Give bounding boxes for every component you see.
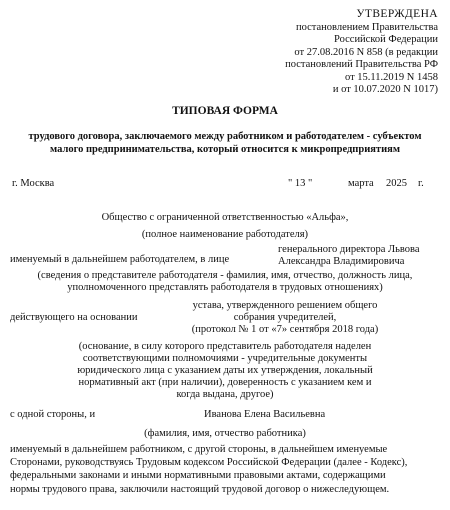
approval-heading: УТВЕРЖДЕНА (356, 8, 438, 20)
basis-value (170, 300, 400, 336)
representative-line: Александра Владимировича (278, 256, 405, 267)
document-subtitle (10, 130, 440, 156)
date-month: марта (348, 178, 374, 189)
caption-line: уполномоченного представлять работодателя в трудовых отношениях) (67, 282, 383, 293)
caption-line: (основание, в силу которого представитель работодателя наделен (78, 341, 372, 352)
employee-name-caption: (фамилия, имя, отчество работника) (144, 428, 306, 439)
approval-line: постановлением Правительства (295, 21, 438, 33)
basis-line: собрания учредителей, (233, 312, 337, 323)
paragraph-line: федеральными законами и иными нормативными правовыми актами, содержащими (10, 470, 386, 482)
paragraph-line: Сторонами, руководствуясь Трудовым кодексом Российской Федерации (далее - Кодекс), (10, 457, 408, 469)
closing-paragraph (10, 443, 407, 496)
subtitle-line: трудового договора, заключаемого между работником и работодателем - субъектом (28, 131, 422, 142)
basis-line: устава, утвержденного решением общего (192, 300, 378, 311)
date-day: " 13 " (288, 178, 313, 189)
document-title: ТИПОВАЯ ФОРМА (172, 105, 278, 117)
representative-value (278, 244, 420, 268)
employee-name: Иванова Елена Васильевна (204, 409, 326, 420)
represented-label: именуемый в дальнейшем работодателем, в лице (10, 254, 230, 265)
approval-line: от 15.11.2019 N 1458 (344, 71, 438, 83)
city-field: г. Москва (12, 178, 55, 189)
approval-line: постановлений Правительства РФ (285, 59, 438, 70)
caption-line: когда выдана, другое) (176, 389, 274, 400)
subtitle-line: малого предпринимательства, который относится к микропредприятиям (50, 144, 400, 155)
approval-line: Российской Федерации (334, 34, 438, 45)
caption-line: (сведения о представителе работодателя - фамилия, имя, отчество, должность лица, (37, 270, 413, 281)
employer-name: Общество с ограниченной ответственностью «Альфа», (101, 212, 349, 223)
basis-caption (10, 341, 440, 401)
employer-name-caption: (полное наименование работодателя) (141, 229, 309, 240)
representative-line: генерального директора Львова (278, 244, 420, 255)
basis-line: (протокол № 1 от «7» сентября 2018 года) (191, 324, 379, 335)
paragraph-line: именуемый в дальнейшем работником, с другой стороны, в дальнейшем именуемые (10, 444, 388, 455)
side-label: с одной стороны, и (10, 409, 96, 420)
caption-line: соответствующими полномочиями - учредительные документы (82, 353, 368, 364)
caption-line: нормативный акт (при наличии), доверенность с указанием кем и (78, 377, 372, 388)
basis-label: действующего на основании (10, 312, 138, 323)
representative-caption (0, 270, 450, 294)
approval-line: и от 10.07.2020 N 1017) (332, 84, 438, 95)
date-year: 2025 (386, 178, 407, 189)
approval-block (285, 8, 438, 97)
paragraph-line: нормы трудового права, заключили настоящий трудовой договор о нижеследующем. (10, 483, 390, 495)
approval-line: от 27.08.2016 N 858 (в редакции (294, 46, 438, 58)
caption-line: юридического лица с указанием даты их утверждения, локальный (77, 365, 373, 376)
date-year-suffix: г. (418, 178, 424, 189)
